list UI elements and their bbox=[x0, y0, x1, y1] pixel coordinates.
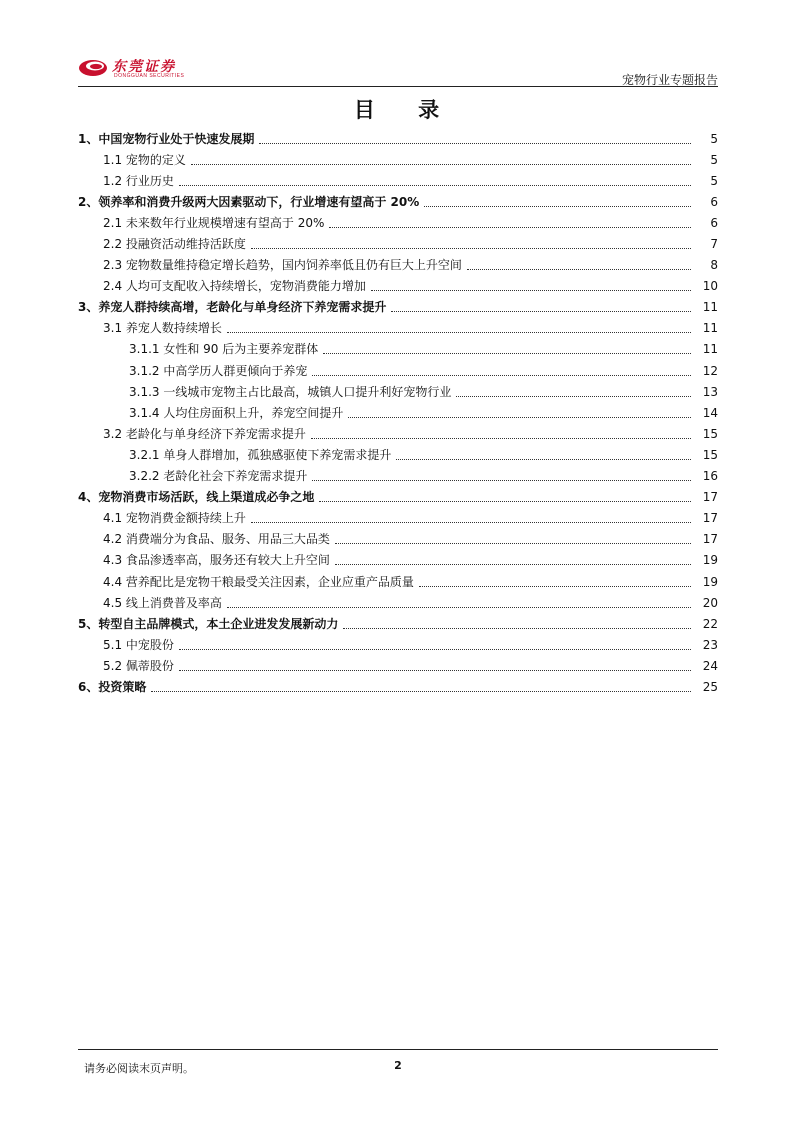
toc-entry-title: 4.5 线上消费普及率高 bbox=[103, 595, 222, 610]
toc-entry-page: 15 bbox=[702, 447, 718, 462]
toc-entry[interactable] bbox=[78, 128, 718, 149]
toc-entry[interactable] bbox=[78, 318, 718, 339]
footer-disclaimer: 请务必阅读末页声明。 bbox=[84, 1062, 194, 1075]
toc-entry[interactable] bbox=[78, 529, 718, 550]
toc-entry-page: 16 bbox=[702, 469, 718, 484]
toc-entry-title: 2.2 投融资活动维持活跃度 bbox=[103, 237, 246, 252]
toc-dot-leader bbox=[391, 310, 691, 312]
toc-entry[interactable] bbox=[78, 360, 718, 381]
toc-entry-page: 6 bbox=[710, 215, 718, 230]
toc-dot-leader bbox=[179, 648, 691, 650]
toc-entry-page: 24 bbox=[702, 658, 718, 673]
toc-entry-title: 6、投资策略 bbox=[78, 679, 147, 694]
toc-entry-title: 1.1 宠物的定义 bbox=[103, 152, 186, 167]
toc-entry-page: 11 bbox=[702, 321, 718, 336]
toc-dot-leader bbox=[343, 627, 691, 629]
toc-entry-page: 15 bbox=[702, 426, 718, 441]
toc-dot-leader bbox=[179, 669, 691, 671]
toc-entry[interactable] bbox=[78, 550, 718, 571]
table-of-contents bbox=[78, 128, 718, 698]
toc-entry-page: 5 bbox=[710, 173, 718, 188]
toc-dot-leader bbox=[419, 585, 691, 587]
toc-entry-title: 3.2.1 单身人群增加，孤独感驱使下养宠需求提升 bbox=[129, 447, 392, 462]
toc-entry-page: 11 bbox=[702, 300, 718, 315]
toc-dot-leader bbox=[371, 289, 691, 291]
logo-subtext: DONGGUAN SECURITIES bbox=[114, 73, 185, 79]
toc-dot-leader bbox=[251, 247, 691, 249]
toc-entry[interactable] bbox=[78, 571, 718, 592]
toc-entry[interactable] bbox=[78, 191, 718, 212]
toc-dot-leader bbox=[467, 268, 691, 270]
company-logo bbox=[78, 56, 218, 82]
toc-entry-title: 3.2.2 老龄化社会下养宠需求提升 bbox=[129, 469, 308, 484]
toc-entry-title: 3.2 老龄化与单身经济下养宠需求提升 bbox=[103, 426, 306, 441]
toc-dot-leader bbox=[151, 690, 691, 692]
toc-dot-leader bbox=[312, 479, 691, 481]
toc-dot-leader bbox=[335, 563, 691, 565]
toc-entry[interactable] bbox=[78, 381, 718, 402]
toc-entry[interactable] bbox=[78, 276, 718, 297]
toc-entry-title: 4.1 宠物消费金额持续上升 bbox=[103, 511, 246, 526]
toc-entry-page: 23 bbox=[702, 637, 718, 652]
toc-entry-page: 17 bbox=[702, 490, 718, 505]
toc-entry-title: 2.4 人均可支配收入持续增长，宠物消费能力增加 bbox=[103, 279, 366, 294]
toc-entry-title: 5.1 中宠股份 bbox=[103, 637, 174, 652]
toc-dot-leader bbox=[227, 606, 691, 608]
toc-entry-page: 8 bbox=[710, 258, 718, 273]
toc-entry-title: 3.1 养宠人数持续增长 bbox=[103, 321, 222, 336]
toc-entry[interactable] bbox=[78, 444, 718, 465]
toc-entry-page: 6 bbox=[710, 194, 718, 209]
toc-entry[interactable] bbox=[78, 402, 718, 423]
toc-dot-leader bbox=[396, 458, 691, 460]
toc-entry-page: 7 bbox=[710, 237, 718, 252]
toc-entry[interactable] bbox=[78, 339, 718, 360]
toc-entry[interactable] bbox=[78, 655, 718, 676]
toc-dot-leader bbox=[424, 205, 691, 207]
page-header bbox=[78, 56, 718, 87]
toc-dot-leader bbox=[311, 437, 691, 439]
page-number: 2 bbox=[394, 1059, 402, 1072]
toc-entry[interactable] bbox=[78, 212, 718, 233]
logo-emblem-icon bbox=[78, 58, 108, 78]
toc-dot-leader bbox=[312, 374, 691, 376]
toc-entry[interactable] bbox=[78, 233, 718, 254]
toc-entry[interactable] bbox=[78, 149, 718, 170]
toc-entry[interactable] bbox=[78, 466, 718, 487]
toc-entry-page: 17 bbox=[702, 511, 718, 526]
toc-entry-title: 4.3 食品渗透率高，服务还有较大上升空间 bbox=[103, 553, 330, 568]
toc-dot-leader bbox=[251, 521, 691, 523]
toc-entry-title: 3、养宠人群持续高增，老龄化与单身经济下养宠需求提升 bbox=[78, 300, 387, 315]
toc-entry[interactable] bbox=[78, 423, 718, 444]
toc-entry-title: 4.4 营养配比是宠物干粮最受关注因素，企业应重产品质量 bbox=[103, 574, 414, 589]
toc-dot-leader bbox=[335, 542, 691, 544]
report-type-label: 宠物行业专题报告 bbox=[621, 73, 718, 87]
toc-entry-page: 25 bbox=[702, 679, 718, 694]
toc-entry-title: 4、宠物消费市场活跃，线上渠道成必争之地 bbox=[78, 490, 315, 505]
toc-entry-page: 17 bbox=[702, 532, 718, 547]
toc-entry-title: 3.1.4 人均住房面积上升，养宠空间提升 bbox=[129, 405, 344, 420]
toc-entry-page: 5 bbox=[710, 131, 718, 146]
toc-entry-page: 14 bbox=[702, 405, 718, 420]
toc-entry-page: 12 bbox=[702, 363, 718, 378]
toc-entry-title: 3.1.2 中高学历人群更倾向于养宠 bbox=[129, 363, 308, 378]
toc-entry-title: 2、领养率和消费升级两大因素驱动下，行业增速有望高于 20% bbox=[78, 194, 420, 209]
toc-entry-page: 5 bbox=[710, 152, 718, 167]
toc-dot-leader bbox=[191, 163, 691, 165]
toc-entry[interactable] bbox=[78, 170, 718, 191]
toc-dot-leader bbox=[319, 500, 691, 502]
toc-dot-leader bbox=[456, 395, 691, 397]
toc-entry[interactable] bbox=[78, 613, 718, 634]
toc-entry-title: 5.2 佩蒂股份 bbox=[103, 658, 174, 673]
page-footer bbox=[78, 1049, 718, 1080]
toc-entry[interactable] bbox=[78, 634, 718, 655]
toc-entry[interactable] bbox=[78, 592, 718, 613]
toc-title: 目 录 bbox=[353, 98, 458, 122]
toc-dot-leader bbox=[227, 331, 691, 333]
toc-dot-leader bbox=[348, 416, 691, 418]
toc-entry-page: 19 bbox=[702, 553, 718, 568]
toc-dot-leader bbox=[323, 352, 691, 354]
toc-entry[interactable] bbox=[78, 297, 718, 318]
toc-entry-title: 1、中国宠物行业处于快速发展期 bbox=[78, 131, 255, 146]
toc-dot-leader bbox=[179, 184, 691, 186]
toc-entry-page: 22 bbox=[702, 616, 718, 631]
toc-dot-leader bbox=[329, 226, 691, 228]
toc-entry-page: 13 bbox=[702, 384, 718, 399]
toc-dot-leader bbox=[259, 142, 691, 144]
toc-entry[interactable] bbox=[78, 255, 718, 276]
logo-text: 东莞证券 bbox=[112, 59, 176, 75]
toc-entry-page: 20 bbox=[702, 595, 718, 610]
toc-entry-title: 1.2 行业历史 bbox=[103, 173, 174, 188]
toc-entry-title: 2.1 未来数年行业规模增速有望高于 20% bbox=[103, 215, 325, 230]
toc-entry-page: 10 bbox=[702, 279, 718, 294]
toc-entry[interactable] bbox=[78, 487, 718, 508]
toc-entry[interactable] bbox=[78, 676, 718, 697]
toc-entry-title: 5、转型自主品牌模式，本土企业进发发展新动力 bbox=[78, 616, 339, 631]
toc-entry-title: 3.1.1 女性和 90 后为主要养宠群体 bbox=[129, 342, 319, 357]
toc-entry-title: 3.1.3 一线城市宠物主占比最高，城镇人口提升利好宠物行业 bbox=[129, 384, 452, 399]
toc-entry[interactable] bbox=[78, 508, 718, 529]
toc-entry-page: 11 bbox=[702, 342, 718, 357]
toc-entry-title: 4.2 消费端分为食品、服务、用品三大品类 bbox=[103, 532, 330, 547]
toc-entry-title: 2.3 宠物数量维持稳定增长趋势，国内饲养率低且仍有巨大上升空间 bbox=[103, 258, 462, 273]
toc-entry-page: 19 bbox=[702, 574, 718, 589]
